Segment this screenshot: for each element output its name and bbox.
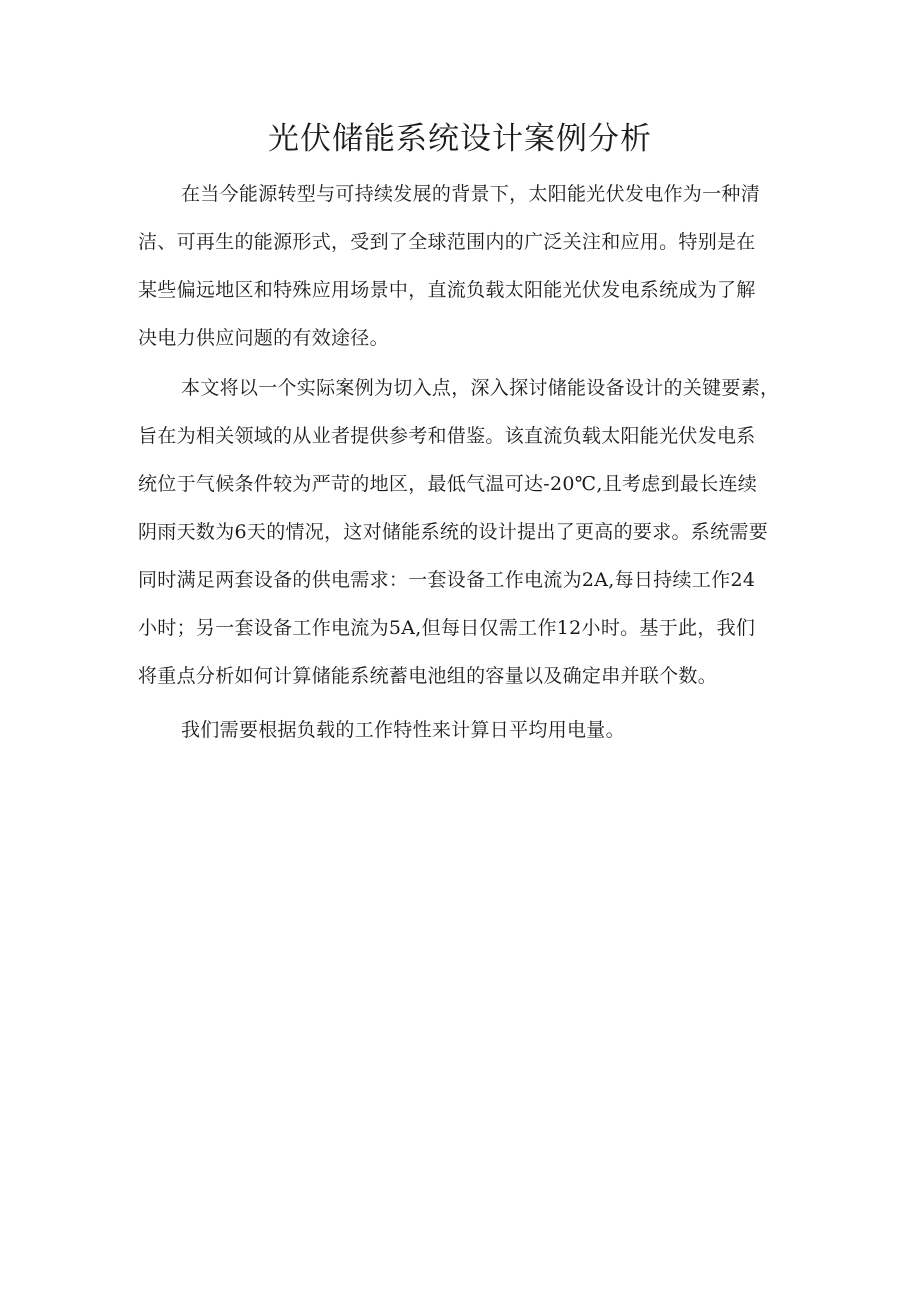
paragraph-line: 将重点分析如何计算储能系统蓄电池组的容量以及确定串并联个数。	[138, 665, 718, 687]
paragraph-calculation	[138, 706, 798, 754]
paragraph-line: 在当今能源转型与可持续发展的背景下，太阳能光伏发电作为一种清	[181, 183, 761, 205]
paragraph-line: 洁、可再生的能源形式，受到了全球范围内的广泛关注和应用。特别是在	[138, 231, 756, 253]
paragraph-line: 本文将以一个实际案例为切入点，深入探讨储能设备设计的关键要素，	[181, 377, 780, 399]
paragraph-line: 小时；另一套设备工作电流为5A,但每日仅需工作12小时。基于此，我们	[138, 617, 756, 639]
paragraph-line: 某些偏远地区和特殊应用场景中，直流负载太阳能光伏发电系统成为了解	[138, 279, 756, 301]
paragraph-line: 阴雨天数为6天的情况，这对储能系统的设计提出了更高的要求。系统需要	[138, 521, 768, 543]
paragraph-line: 旨在为相关领域的从业者提供参考和借鉴。该直流负载太阳能光伏发电系	[138, 425, 756, 447]
paragraph-line: 我们需要根据负载的工作特性来计算日平均用电量。	[181, 719, 625, 741]
document-title: 光伏储能系统设计案例分析	[268, 121, 652, 157]
paragraph-line: 决电力供应问题的有效途径。	[138, 327, 389, 349]
paragraph-intro	[138, 170, 798, 362]
paragraph-line: 同时满足两套设备的供电需求：一套设备工作电流为2A,每日持续工作24	[138, 569, 756, 591]
paragraph-case	[138, 364, 798, 700]
paragraph-line: 统位于气候条件较为严苛的地区，最低气温可达-20℃,且考虑到最长连续	[138, 473, 758, 495]
